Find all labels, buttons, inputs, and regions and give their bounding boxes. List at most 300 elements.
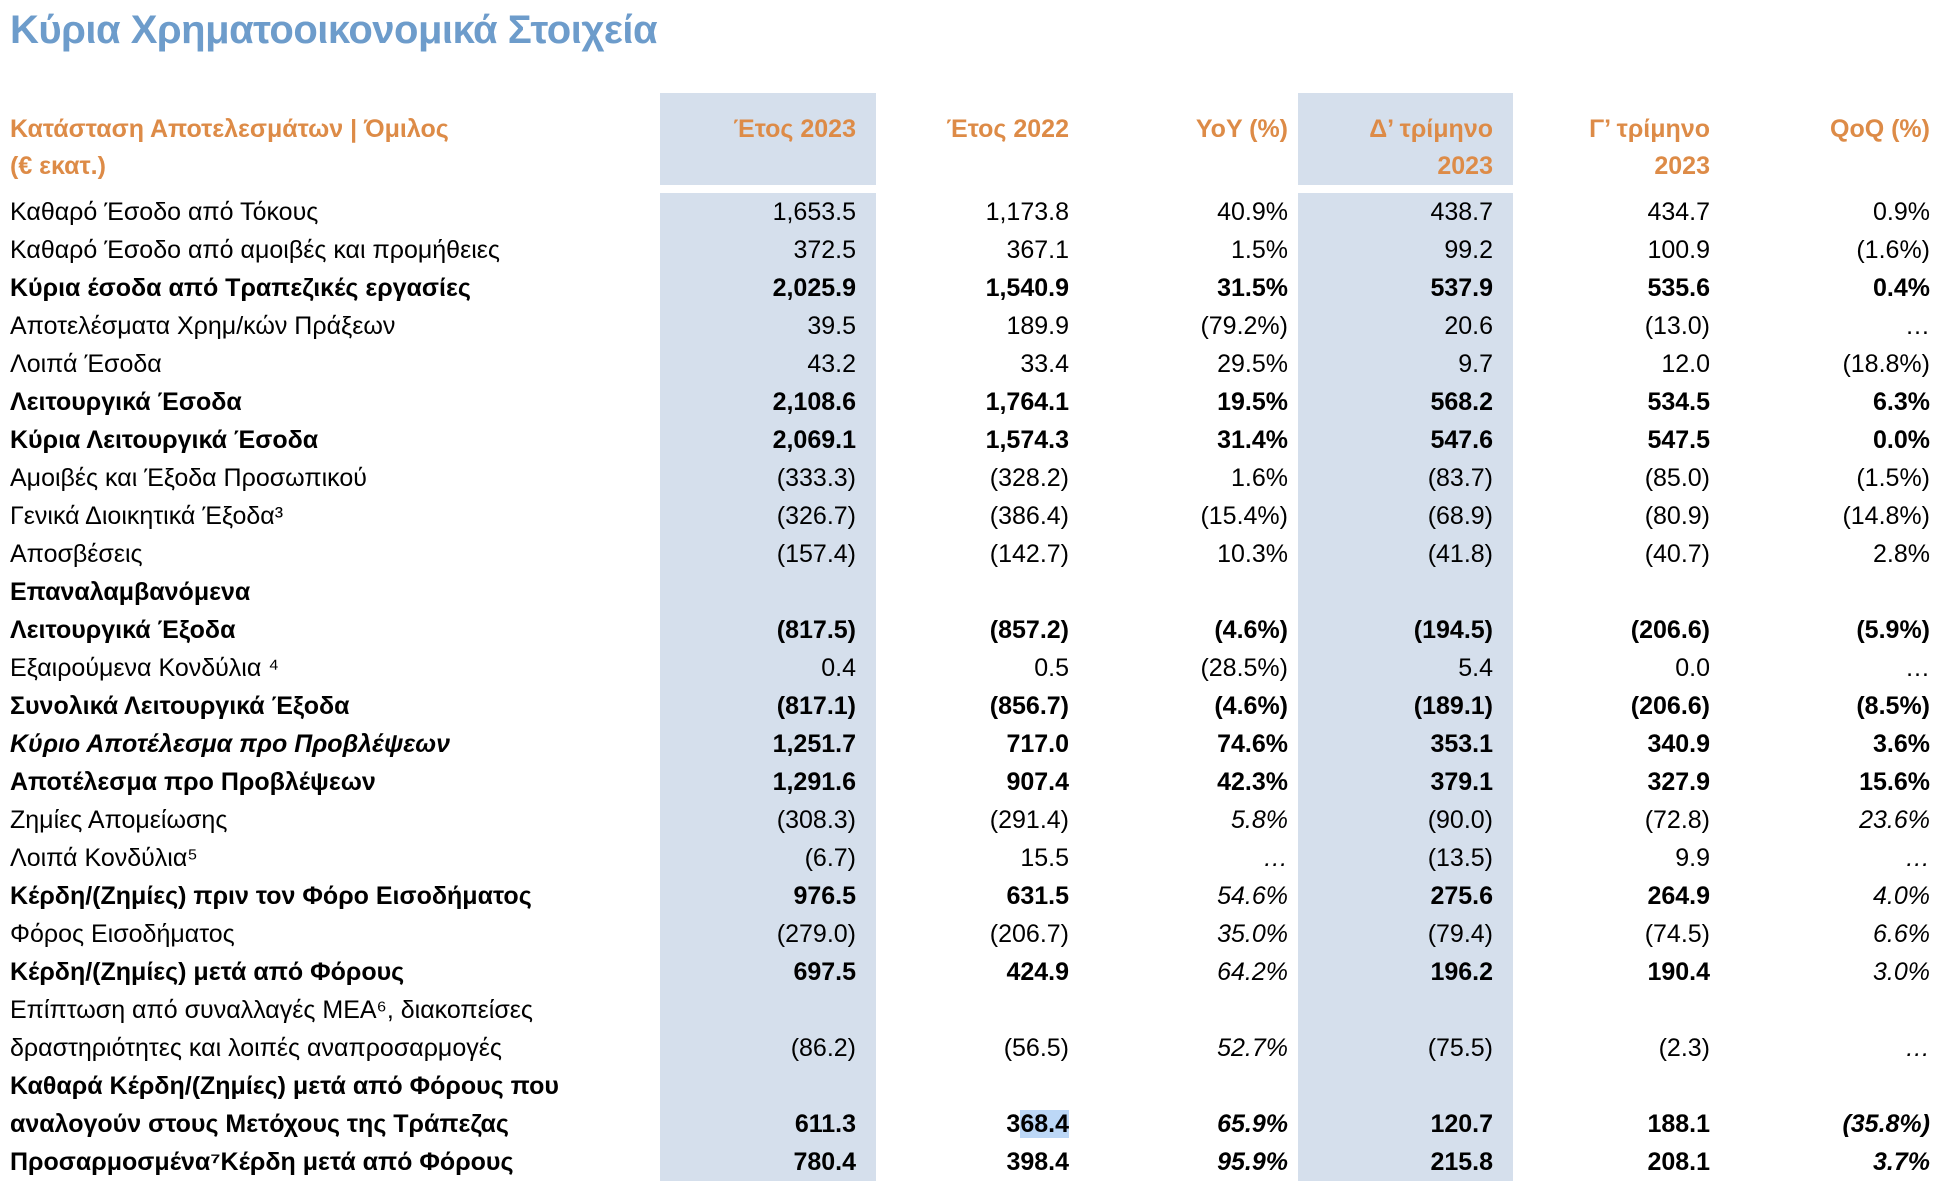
header-line: Κατάσταση Αποτελεσμάτων | Όμιλος (10, 115, 449, 143)
value-text: (8.5%) (1856, 692, 1930, 720)
value-cell (1730, 383, 1934, 421)
value-cell (1298, 877, 1513, 915)
value-text: (41.8) (1427, 540, 1493, 568)
value-text: 780.4 (793, 1148, 856, 1176)
value-text: … (1905, 654, 1930, 682)
table-row (10, 193, 1934, 231)
row-label-line: Αποτέλεσμα προ Προβλέψεων (10, 768, 376, 796)
value-cell (1087, 1067, 1298, 1143)
row-label-line: Κέρδη/(Ζημίες) μετά από Φόρους (10, 958, 405, 986)
value-cell (1298, 1067, 1513, 1143)
table-row (10, 345, 1934, 383)
value-cell (1513, 383, 1730, 421)
value-cell (1730, 193, 1934, 231)
value-cell (660, 915, 876, 953)
value-cell (660, 573, 876, 649)
value-cell (1730, 801, 1934, 839)
value-cell (660, 991, 876, 1067)
value-text: (35.8%) (1842, 1110, 1930, 1138)
value-text: 19.5% (1217, 388, 1288, 416)
header-line: Δ’ τρίμηνο (1369, 115, 1493, 143)
value-cell (660, 953, 876, 991)
value-text: (6.7) (804, 844, 856, 872)
table-row (10, 535, 1934, 573)
highlighted-text: 68.4 (1020, 1110, 1069, 1138)
value-cell (1730, 573, 1934, 649)
value-text: 1,291.6 (772, 768, 856, 796)
value-cell (1513, 953, 1730, 991)
row-label-line: Λοιπά Έσοδα (10, 350, 162, 378)
value-text: 10.3% (1217, 540, 1288, 568)
value-cell (1087, 877, 1298, 915)
value-cell (1298, 649, 1513, 687)
value-text: 65.9% (1217, 1110, 1288, 1138)
value-cell (660, 345, 876, 383)
row-label (10, 307, 660, 345)
value-text: 100.9 (1647, 236, 1710, 264)
header-line: Έτος 2022 (946, 115, 1069, 143)
table-row (10, 573, 1934, 649)
value-text: 6.6% (1873, 920, 1930, 948)
table-row (10, 421, 1934, 459)
value-cell (660, 459, 876, 497)
value-cell (1513, 687, 1730, 725)
value-text: 424.9 (1006, 958, 1069, 986)
value-text: (86.2) (790, 1034, 856, 1062)
value-cell (1298, 497, 1513, 535)
value-text: (4.6%) (1214, 616, 1288, 644)
value-cell (1730, 687, 1934, 725)
value-text: 0.0% (1873, 426, 1930, 454)
value-cell (876, 269, 1087, 307)
value-text: 35.0% (1217, 920, 1288, 948)
value-text: 4.0% (1873, 882, 1930, 910)
value-cell (1298, 725, 1513, 763)
value-text: 5.4 (1458, 654, 1493, 682)
value-cell (1730, 877, 1934, 915)
value-text: (291.4) (989, 806, 1069, 834)
row-label (10, 535, 660, 573)
value-text: 1.6% (1231, 464, 1288, 492)
value-cell (876, 497, 1087, 535)
row-label-line: αναλογούν στους Μετόχους της Τράπεζας (10, 1110, 509, 1138)
value-cell (876, 877, 1087, 915)
value-text: 0.4% (1873, 274, 1930, 302)
value-text: (90.0) (1427, 806, 1493, 834)
row-label-line: Κύρια Λειτουργικά Έσοδα (10, 426, 319, 454)
value-cell (1513, 345, 1730, 383)
row-label-line: Επίπτωση από συναλλαγές ΜΕΑ⁶, διακοπείσες (10, 996, 533, 1024)
row-label (10, 725, 660, 763)
column-header-q4-2023 (1298, 93, 1513, 185)
value-text: (79.2%) (1200, 312, 1288, 340)
value-cell (1087, 763, 1298, 801)
value-text: 29.5% (1217, 350, 1288, 378)
row-label (10, 383, 660, 421)
value-text: (279.0) (776, 920, 856, 948)
value-text: (14.8%) (1842, 502, 1930, 530)
value-text: 535.6 (1647, 274, 1710, 302)
value-text: 717.0 (1006, 730, 1069, 758)
row-label-line: Κέρδη/(Ζημίες) πριν τον Φόρο Εισοδήματος (10, 882, 532, 910)
row-label-line: Κύριο Αποτέλεσμα προ Προβλέψεων (10, 730, 451, 758)
value-cell (1730, 649, 1934, 687)
value-cell (1298, 763, 1513, 801)
value-text: 31.5% (1217, 274, 1288, 302)
value-cell (660, 763, 876, 801)
value-cell (1298, 345, 1513, 383)
row-label (10, 839, 660, 877)
value-text: 3 (1006, 1110, 1021, 1138)
value-cell (1298, 915, 1513, 953)
value-text: 20.6 (1444, 312, 1493, 340)
row-label-line: Ζημίες Απομείωσης (10, 806, 228, 834)
value-cell (1513, 801, 1730, 839)
value-text: (206.6) (1630, 692, 1710, 720)
value-text: (817.1) (776, 692, 856, 720)
value-text: 15.6% (1859, 768, 1930, 796)
value-cell (1298, 459, 1513, 497)
value-cell (1513, 649, 1730, 687)
value-cell (1730, 535, 1934, 573)
value-text: (1.6%) (1856, 236, 1930, 264)
value-text: (28.5%) (1200, 654, 1288, 682)
row-label (10, 269, 660, 307)
value-cell (660, 801, 876, 839)
value-cell (1513, 231, 1730, 269)
value-text: (857.2) (989, 616, 1069, 644)
header-line: 2023 (1437, 152, 1493, 180)
row-label-line: Καθαρό Έσοδο από αμοιβές και προμήθειες (10, 236, 500, 264)
value-cell (876, 991, 1087, 1067)
value-cell (660, 1067, 876, 1143)
value-text: … (1263, 844, 1288, 872)
value-cell (1730, 1067, 1934, 1143)
value-cell (1087, 649, 1298, 687)
value-cell (1513, 1067, 1730, 1143)
value-cell (1298, 535, 1513, 573)
value-cell (1513, 269, 1730, 307)
value-text: 3.7% (1873, 1148, 1930, 1176)
value-text: 0.0 (1675, 654, 1710, 682)
value-text: 9.9 (1675, 844, 1710, 872)
row-label-line: Επαναλαμβανόμενα (10, 578, 251, 606)
value-text: 188.1 (1647, 1110, 1710, 1138)
value-text: 907.4 (1006, 768, 1069, 796)
value-cell (1087, 345, 1298, 383)
value-text: … (1905, 312, 1930, 340)
row-label-line: Λειτουργικά Έσοδα (10, 388, 242, 416)
value-text: 1,764.1 (985, 388, 1069, 416)
value-cell (1513, 193, 1730, 231)
value-cell (876, 307, 1087, 345)
value-text: 190.4 (1647, 958, 1710, 986)
row-label (10, 877, 660, 915)
value-cell (1087, 1143, 1298, 1181)
value-cell (876, 1143, 1087, 1181)
value-cell (1513, 725, 1730, 763)
value-text: 1,574.3 (985, 426, 1069, 454)
value-cell (1087, 839, 1298, 877)
table-row (10, 497, 1934, 535)
row-label (10, 573, 660, 649)
row-label-line: Αποτελέσματα Χρημ/κών Πράξεων (10, 312, 396, 340)
row-label (10, 801, 660, 839)
value-cell (1087, 687, 1298, 725)
value-cell (876, 763, 1087, 801)
value-text: (83.7) (1427, 464, 1493, 492)
value-text: (308.3) (776, 806, 856, 834)
value-text: 99.2 (1444, 236, 1493, 264)
value-text: 74.6% (1217, 730, 1288, 758)
value-cell (1730, 725, 1934, 763)
row-label-line: Προσαρμοσμένα⁷Κέρδη μετά από Φόρους (10, 1148, 514, 1176)
value-cell (1087, 421, 1298, 459)
table-row (10, 459, 1934, 497)
value-text: (817.5) (776, 616, 856, 644)
value-text: 697.5 (793, 958, 856, 986)
value-cell (1730, 459, 1934, 497)
value-cell (876, 953, 1087, 991)
value-text: 2.8% (1873, 540, 1930, 568)
page-title: Κύρια Χρηματοοικονομικά Στοιχεία (10, 8, 658, 52)
value-text: 12.0 (1661, 350, 1710, 378)
value-cell (1513, 421, 1730, 459)
row-label-line: Λοιπά Κονδύλια⁵ (10, 844, 198, 872)
value-text: (157.4) (776, 540, 856, 568)
value-cell (1298, 193, 1513, 231)
value-cell (660, 839, 876, 877)
value-cell (1087, 535, 1298, 573)
value-cell (876, 573, 1087, 649)
value-text: 2,108.6 (772, 388, 856, 416)
table-body (10, 193, 1934, 1181)
value-text: (189.1) (1413, 692, 1493, 720)
table-row (10, 307, 1934, 345)
value-cell (876, 421, 1087, 459)
value-text: 95.9% (1217, 1148, 1288, 1176)
value-cell (876, 725, 1087, 763)
table-row (10, 953, 1934, 991)
value-text: 2,025.9 (772, 274, 856, 302)
table-row (10, 877, 1934, 915)
value-cell (876, 193, 1087, 231)
value-cell (1730, 497, 1934, 535)
value-cell (1087, 573, 1298, 649)
value-text: 43.2 (807, 350, 856, 378)
value-cell (1513, 1143, 1730, 1181)
value-text: 1,251.7 (772, 730, 856, 758)
value-text: 9.7 (1458, 350, 1493, 378)
row-label (10, 1143, 660, 1181)
value-text: 6.3% (1873, 388, 1930, 416)
row-label (10, 687, 660, 725)
row-label (10, 421, 660, 459)
row-label-line: Καθαρό Έσοδο από Τόκους (10, 198, 319, 226)
value-cell (1513, 459, 1730, 497)
value-cell (1730, 307, 1934, 345)
table-row (10, 1067, 1934, 1143)
value-text: 1.5% (1231, 236, 1288, 264)
table-row (10, 763, 1934, 801)
value-cell (1298, 573, 1513, 649)
value-text: … (1905, 844, 1930, 872)
value-cell (1513, 535, 1730, 573)
value-text: (74.5) (1644, 920, 1710, 948)
value-cell (1513, 573, 1730, 649)
row-label (10, 763, 660, 801)
value-cell (1513, 839, 1730, 877)
value-text: 327.9 (1647, 768, 1710, 796)
value-text: (328.2) (989, 464, 1069, 492)
value-text: (85.0) (1644, 464, 1710, 492)
value-cell (1730, 1143, 1934, 1181)
value-cell (1298, 383, 1513, 421)
value-text: 367.1 (1006, 236, 1069, 264)
value-text: (18.8%) (1842, 350, 1930, 378)
value-text: 42.3% (1217, 768, 1288, 796)
table-header-row (10, 93, 1934, 185)
value-text: (13.5) (1427, 844, 1493, 872)
value-text: 976.5 (793, 882, 856, 910)
value-cell (1730, 991, 1934, 1067)
value-text: (72.8) (1644, 806, 1710, 834)
table-row (10, 383, 1934, 421)
value-cell (1087, 383, 1298, 421)
value-cell (1513, 877, 1730, 915)
value-text: 547.6 (1430, 426, 1493, 454)
value-cell (660, 535, 876, 573)
value-text: (333.3) (776, 464, 856, 492)
column-header-q3-2023 (1513, 93, 1730, 185)
value-cell (1298, 307, 1513, 345)
column-header-fy2023 (660, 93, 876, 185)
value-text: (386.4) (989, 502, 1069, 530)
table-row (10, 801, 1934, 839)
row-label-line: Συνολικά Λειτουργικά Έξοδα (10, 692, 350, 720)
row-label (10, 1067, 660, 1143)
value-text: 340.9 (1647, 730, 1710, 758)
value-text: 534.5 (1647, 388, 1710, 416)
value-text: 5.8% (1231, 806, 1288, 834)
value-cell (1730, 269, 1934, 307)
value-text: 3.0% (1873, 958, 1930, 986)
value-cell (876, 839, 1087, 877)
value-text: 438.7 (1430, 198, 1493, 226)
value-text: (13.0) (1644, 312, 1710, 340)
value-cell (876, 459, 1087, 497)
column-header-yoy (1087, 93, 1298, 185)
value-cell (660, 307, 876, 345)
value-text: 631.5 (1006, 882, 1069, 910)
row-label-line: Λειτουργικά Έξοδα (10, 616, 236, 644)
value-text: 1,540.9 (985, 274, 1069, 302)
value-cell (876, 535, 1087, 573)
value-cell (660, 421, 876, 459)
value-text: 40.9% (1217, 198, 1288, 226)
value-cell (1298, 1143, 1513, 1181)
value-text: … (1905, 1034, 1930, 1062)
value-cell (1730, 345, 1934, 383)
value-text: (326.7) (776, 502, 856, 530)
value-cell (660, 231, 876, 269)
value-text: (2.3) (1658, 1034, 1710, 1062)
value-cell (660, 193, 876, 231)
value-text: 611.3 (794, 1110, 856, 1138)
value-cell (1087, 915, 1298, 953)
value-cell (1087, 459, 1298, 497)
value-text: (194.5) (1413, 616, 1493, 644)
value-cell (1298, 953, 1513, 991)
value-text: 196.2 (1430, 958, 1493, 986)
header-line: QoQ (%) (1830, 115, 1930, 143)
table-row (10, 231, 1934, 269)
value-cell (876, 687, 1087, 725)
value-text: (856.7) (989, 692, 1069, 720)
value-cell (876, 801, 1087, 839)
value-cell (1298, 839, 1513, 877)
value-text: 2,069.1 (772, 426, 856, 454)
value-cell (1087, 269, 1298, 307)
value-cell (660, 725, 876, 763)
value-cell (1087, 991, 1298, 1067)
value-cell (876, 649, 1087, 687)
row-label (10, 649, 660, 687)
value-text: (80.9) (1644, 502, 1710, 530)
table-row (10, 725, 1934, 763)
value-text: 372.5 (793, 236, 856, 264)
value-text: 215.8 (1430, 1148, 1493, 1176)
value-text: 54.6% (1217, 882, 1288, 910)
value-cell (876, 231, 1087, 269)
value-cell (660, 1143, 876, 1181)
value-text: 0.9% (1873, 198, 1930, 226)
value-text: 379.1 (1430, 768, 1493, 796)
value-text: 264.9 (1647, 882, 1710, 910)
value-text: 39.5 (807, 312, 856, 340)
value-cell (1730, 953, 1934, 991)
row-label (10, 231, 660, 269)
table-row (10, 991, 1934, 1067)
row-label (10, 193, 660, 231)
value-text: (206.7) (989, 920, 1069, 948)
value-cell (876, 345, 1087, 383)
value-text: (79.4) (1427, 920, 1493, 948)
header-line: Γ’ τρίμηνο (1589, 115, 1710, 143)
value-cell (1087, 801, 1298, 839)
value-text: (142.7) (989, 540, 1069, 568)
value-cell (660, 383, 876, 421)
financial-table (10, 93, 1934, 1181)
table-row (10, 839, 1934, 877)
value-cell (1087, 307, 1298, 345)
row-label-line: Κύρια έσοδα από Τραπεζικές εργασίες (10, 274, 471, 302)
header-line: YoY (%) (1195, 115, 1288, 143)
value-text: (5.9%) (1856, 616, 1930, 644)
value-text: (1.5%) (1856, 464, 1930, 492)
value-cell (660, 649, 876, 687)
value-text: 0.5 (1034, 654, 1069, 682)
value-text: 353.1 (1430, 730, 1493, 758)
row-label-line: Καθαρά Κέρδη/(Ζημίες) μετά από Φόρους που (10, 1072, 559, 1100)
table-row (10, 649, 1934, 687)
value-text: 0.4 (821, 654, 856, 682)
row-label (10, 497, 660, 535)
header-body-gap (10, 185, 1934, 193)
value-cell (1730, 231, 1934, 269)
row-label-line: Αποσβέσεις (10, 540, 143, 568)
value-text: 15.5 (1020, 844, 1069, 872)
